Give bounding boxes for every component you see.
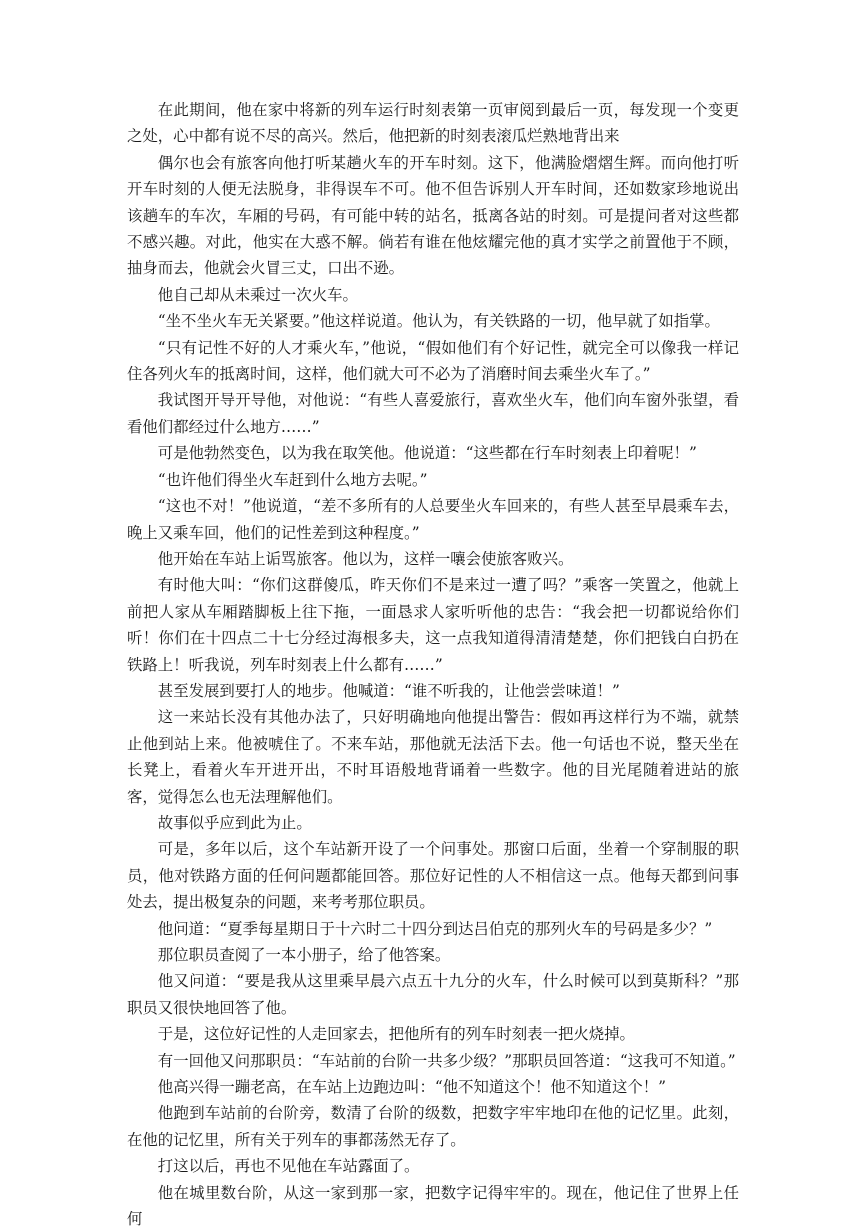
paragraph: 可是，多年以后，这个车站新开设了一个问事处。那窗口后面，坐着一个穿制服的职员，他对铁路方面的任何问题都能回答。那位好记性的人不相信这一点。他每天都到问事处去，提出极复杂的问题，来考考那位职员。 — [127, 840, 739, 912]
paragraph: 他跑到车站前的台阶旁，数清了台阶的级数，把数字牢牢地印在他的记忆里。此刻，在他的记忆里，所有关于列车的事都荡然无存了。 — [127, 1104, 739, 1149]
paragraph: 偶尔也会有旅客向他打听某趟火车的开车时刻。这下，他满脸熠熠生辉。而向他打听开车时刻的人便无法脱身，非得误车不可。他不但告诉别人开车时间，还如数家珍地说出该趟车的车次，车厢的号码，有可能中转的站名，抵离各站的时刻。可是提问者对这些都不感兴趣。对此，他实在大惑不解。倘若有谁在他炫耀完他的真才实学之前置他于不顾，抽身而去，他就会火冒三丈，口出不逊。 — [127, 153, 739, 278]
paragraph: 他自己却从未乘过一次火车。 — [157, 285, 358, 304]
paragraph: 打这以后，再也不见他在车站露面了。 — [157, 1157, 420, 1176]
paragraph: 他开始在车站上诟骂旅客。他以为，这样一嚷会使旅客败兴。 — [157, 549, 574, 568]
paragraph: “这也不对！”他说道，“差不多所有的人总要坐火车回来的，有些人甚至早晨乘车去，晚上又乘车回，他们的记性差到这种程度。” — [127, 497, 739, 542]
paragraph: 甚至发展到要打人的地步。他喊道：“谁不听我的，让他尝尝味道！” — [157, 681, 620, 700]
paragraph: “坐不坐火车无关紧要。”他这样说道。他认为，有关铁路的一切，他早就了如指掌。 — [157, 312, 720, 331]
paragraph: 这一来站长没有其他办法了，只好明确地向他提出警告：假如再这样行为不端，就禁止他到站上来。他被唬住了。不来车站，那他就无法活下去。他一句话也不说，整天坐在长凳上，看着火车开进开出，不时耳语般地背诵着一些数字。他的目光尾随着进站的旅客，觉得怎么也无法理解他们。 — [127, 708, 739, 806]
paragraph: 在此期间，他在家中将新的列车运行时刻表第一页审阅到最后一页，每发现一个变更之处，心中都有说不尽的高兴。然后，他把新的时刻表滚瓜烂熟地背出来 — [127, 101, 739, 146]
paragraph: 我试图开导开导他，对他说：“有些人喜爱旅行，喜欢坐火车，他们向车窗外张望，看看他们都经过什么地方……” — [127, 391, 739, 436]
body-text — [127, 97, 739, 1232]
paragraph: 那位职员查阅了一本小册子，给了他答案。 — [157, 946, 451, 964]
paragraph: 他又问道：“要是我从这里乘早晨六点五十九分的火车，什么时候可以到莫斯科？”那职员又很快地回答了他。 — [127, 972, 739, 1017]
paragraph: 于是，这位好记性的人走回家去，把他所有的列车时刻表一把火烧掉。 — [157, 1025, 635, 1044]
paragraph: “只有记性不好的人才乘火车，”他说，“假如他们有个好记性，就完全可以像我一样记住各列火车的抵离时间，这样，他们就大可不必为了消磨时间去乘坐火车了。” — [127, 338, 739, 384]
paragraph: “也许他们得坐火车赶到什么地方去呢。” — [157, 470, 428, 489]
paragraph: 故事似乎应到此为止。 — [157, 813, 312, 832]
paragraph: 他在城里数台阶，从这一家到那一家，把数字记得牢牢的。现在，他记住了世界上任何 — [127, 1183, 739, 1229]
paragraph: 有一回他又问那职员：“车站前的台阶一共多少级？”那职员回答道：“这我可不知道。” — [157, 1051, 736, 1070]
paragraph: 有时他大叫：“你们这群傻瓜，昨天你们不是来过一遭了吗？”乘客一笑置之，他就上前把人家从车厢踏脚板上往下拖，一面恳求人家听听他的忠告：“我会把一切都说给你们听！你们在十四点二十七分经过海根多夫，这一点我知道得清清楚楚，你们把钱白白扔在铁路上！听我说，列车时刻表上什么都有……” — [127, 576, 739, 674]
paragraph: 可是他勃然变色，以为我在取笑他。他说道：“这些都在行车时刻表上印着呢！” — [157, 444, 697, 463]
paragraph: 他问道：“夏季每星期日于十六时二十四分到达吕伯克的那列火车的号码是多少？” — [157, 919, 713, 938]
paragraph: 他高兴得一蹦老高，在车站上边跑边叫：“他不知道这个！他不知道这个！” — [157, 1078, 667, 1097]
